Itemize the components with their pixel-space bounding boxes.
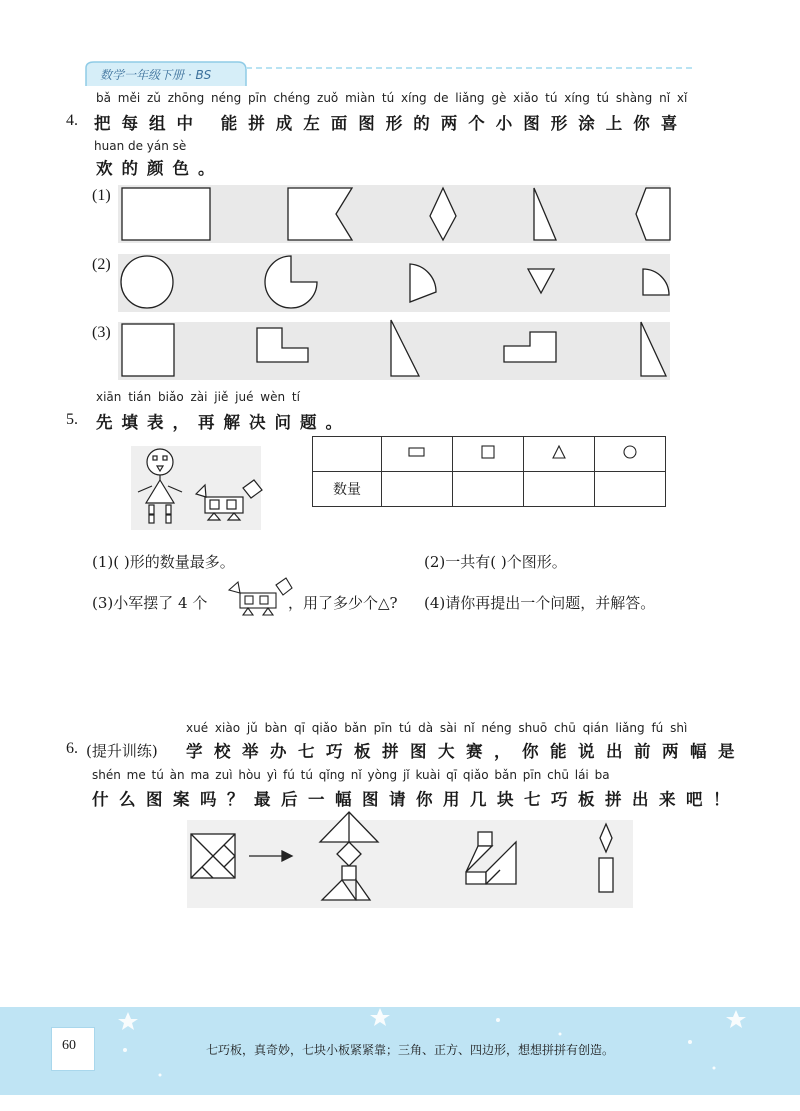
q6-text-line1: 学校举办七巧板拼图大赛，你能说出前两幅是 [186,742,746,761]
q5-sub2: (2)一共有( )个图形。 [424,553,567,571]
q6-text-line2: 什么图案吗？最后一幅图请你用几块七巧板拼出来吧！ [92,790,740,809]
book-title: 数学一年级下册 · BS [100,68,212,82]
page-number: 60 [62,1038,76,1053]
star-icon [370,1008,390,1026]
q4-text-line1: 把每组中 能拼成左面图形的两个小图形涂上你喜 [94,114,689,133]
q6-pinyin-line2: shén me tú àn ma zuì hòu yì fú tú qǐng nǐ yòng jǐ kuài qī qiǎo bǎn pīn chū lái ba [92,768,610,782]
q5-text: 先填表，再解决问题。 [96,413,351,432]
q4-row1-label: (1) [92,187,111,204]
q5-sub1: (1)( )形的数量最多。 [92,553,235,571]
star-icon [118,1012,138,1030]
q4-text-line2: 欢的颜色。 [96,159,224,178]
table-row-label: 数量 [313,472,382,507]
q5-sub3-part1: (3)小军摆了 4 个 [92,594,208,612]
q4-row2-label: (2) [92,256,111,273]
q4-pinyin-line2: huan de yán sè [94,139,187,153]
q6-pinyin-line1: xué xiào jǔ bàn qī qiǎo bǎn pīn tú dà sài nǐ néng shuō chū qián liǎng fú shì [186,721,688,735]
q5-sub3-part2: ，用了多少个△? [288,594,398,612]
q6-tag: (提升训练) [86,742,158,760]
q4-row3-label: (3) [92,324,111,341]
q6-number: 6. [66,740,78,757]
q4-number: 4. [66,112,78,129]
footer-slogan: 七巧板，真奇妙，七块小板紧紧靠；三角、正方、四边形，想想拼拼有创造。 [206,1043,615,1057]
q5-sub4: (4)请你再提出一个问题，并解答。 [424,594,656,612]
q4-pinyin-line1: bǎ měi zǔ zhōng néng pīn chéng zuǒ miàn tú xíng de liǎng gè xiǎo tú xíng tú shàng nǐ xǐ [96,91,688,105]
star-icon [726,1010,746,1028]
q5-pinyin: xiān tián biǎo zài jiě jué wèn tí [96,390,300,404]
q5-number: 5. [66,411,78,428]
